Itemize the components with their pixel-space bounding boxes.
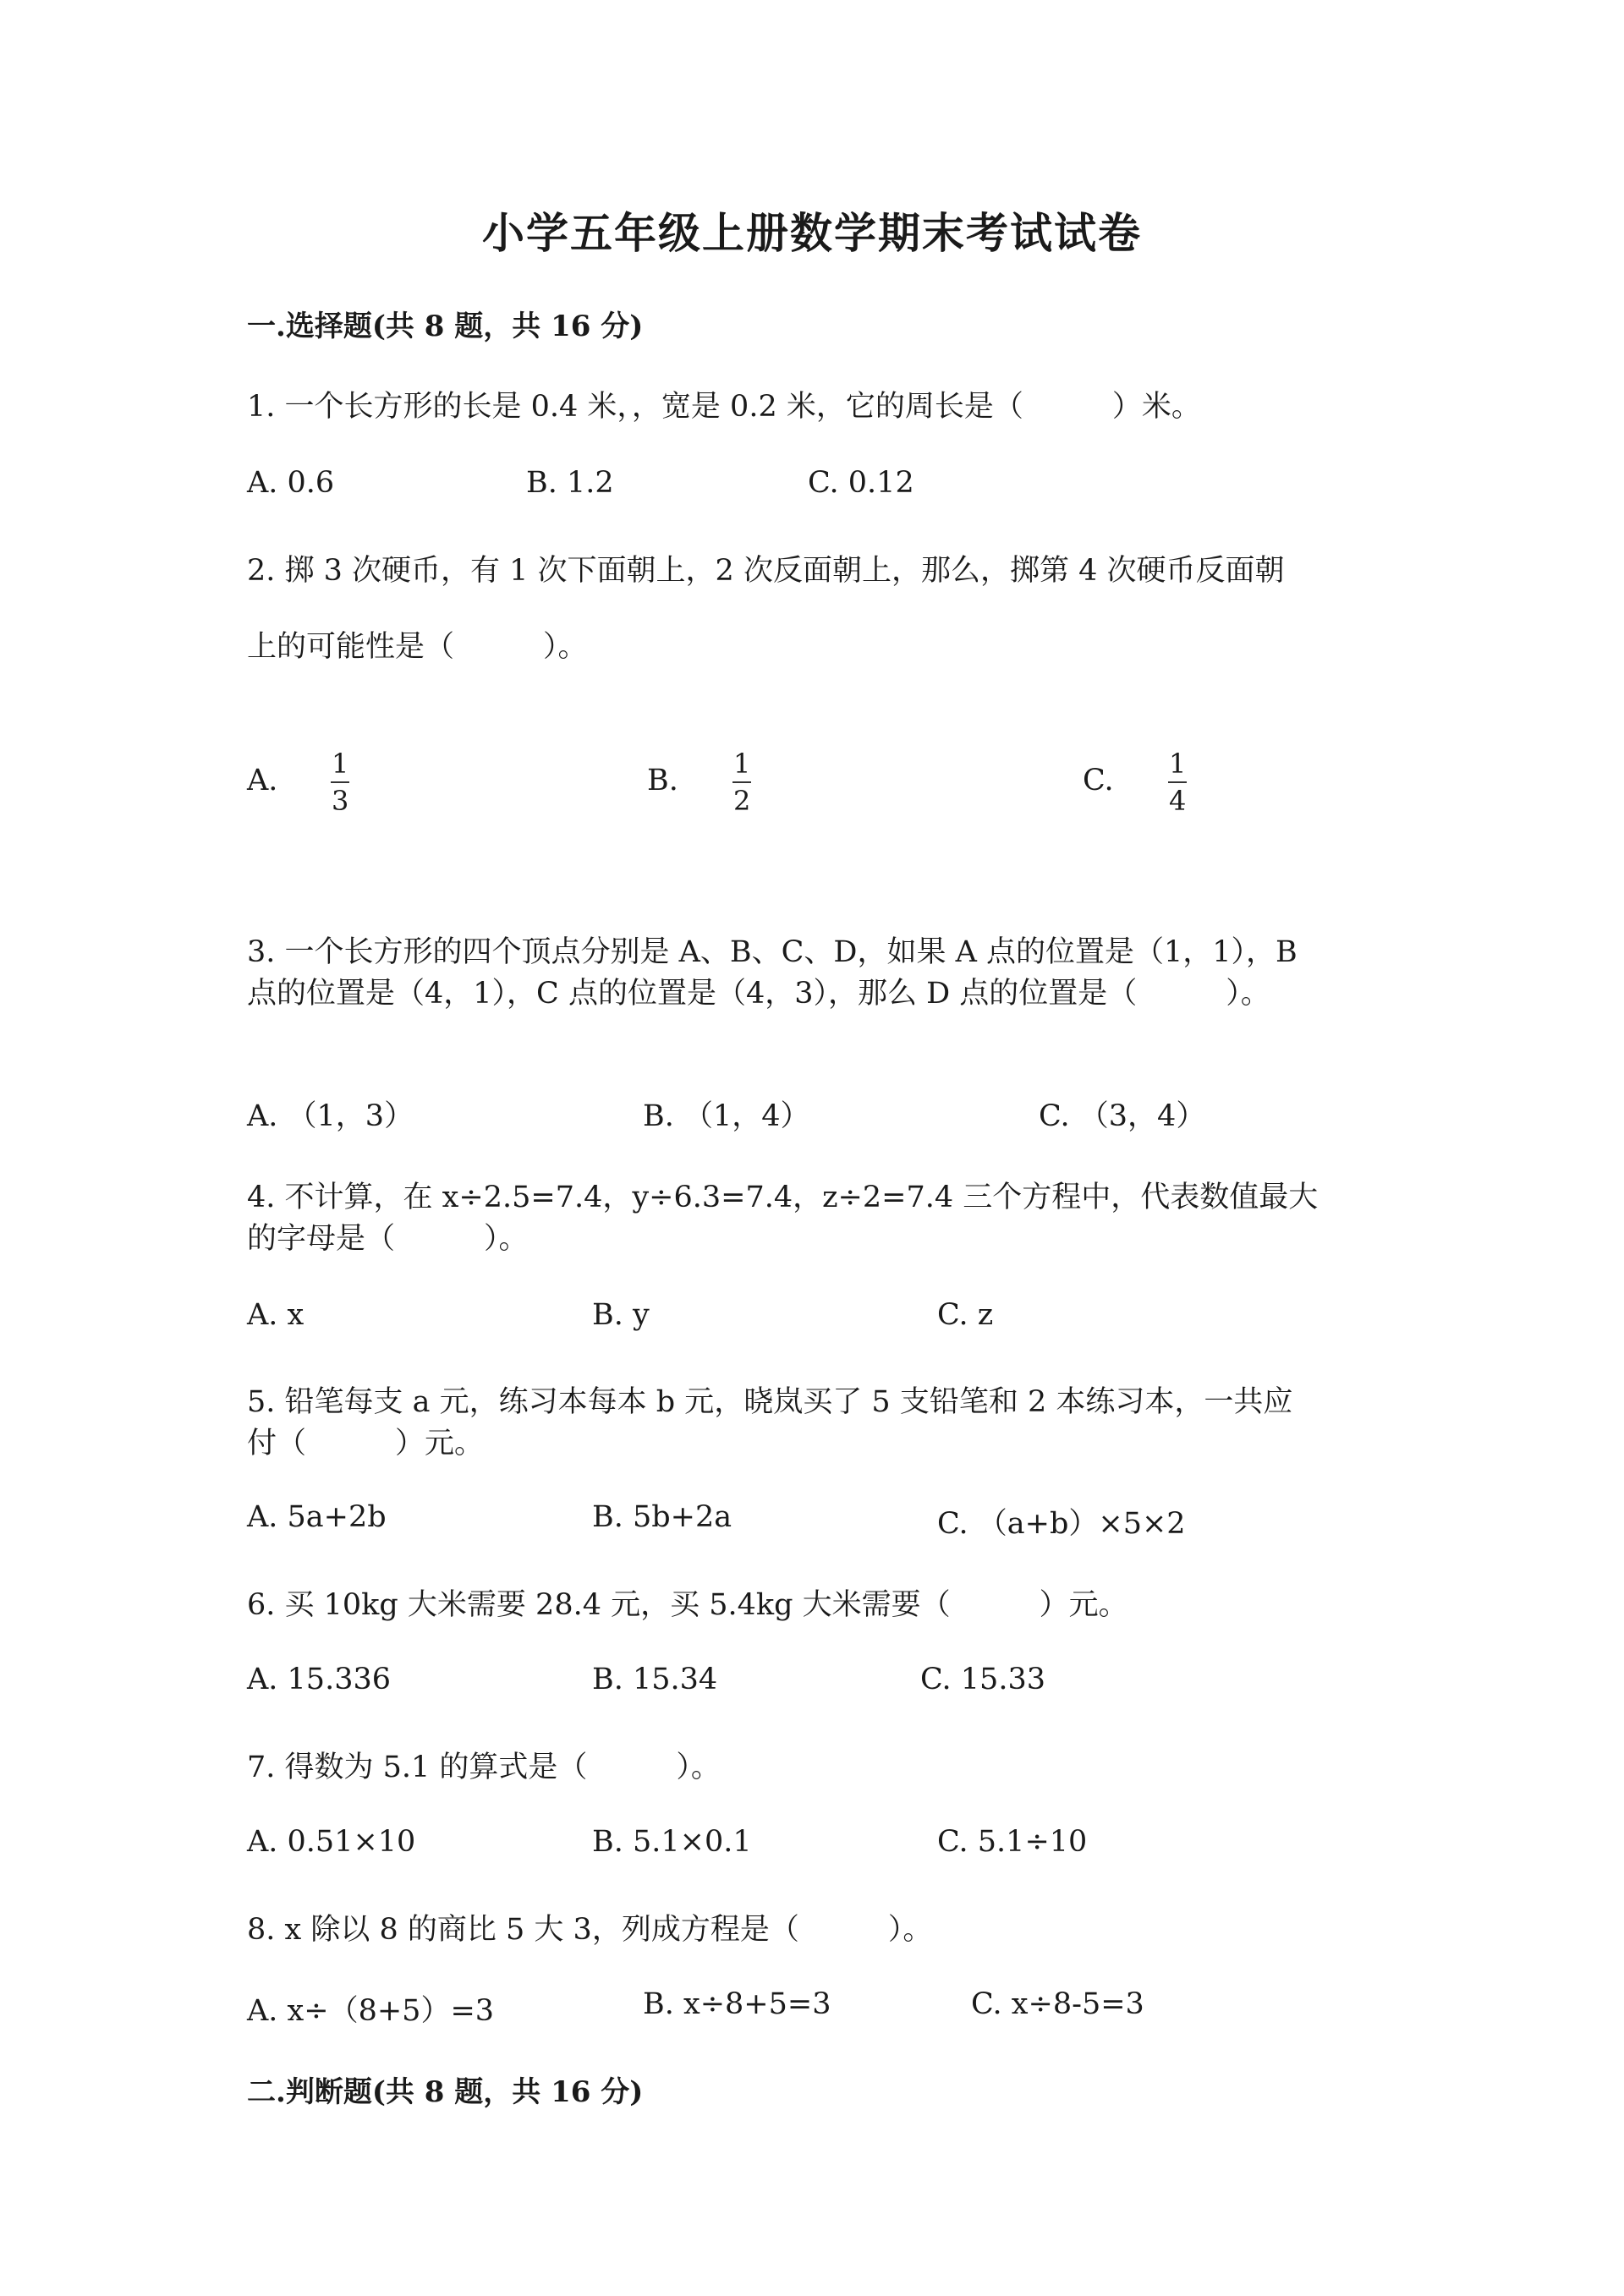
question-3-text-line-1: 3. 一个长方形的四个顶点分别是 A、B、C、D，如果 A 点的位置是（1，1），B	[247, 935, 1298, 969]
question-2-option-c-fraction	[1166, 748, 1189, 817]
question-4-text-line-1: 4. 不计算，在 x÷2.5=7.4，y÷6.3=7.4，z÷2=7.4 三个方程中，代表数值最大	[247, 1181, 1319, 1214]
fraction-denominator: 2	[733, 785, 751, 817]
question-3-option-a: A. （1，3）	[247, 1099, 414, 1133]
question-7-option-b: B. 5.1×0.1	[592, 1825, 752, 1859]
section-heading-judgement: 二.判断题(共 8 题，共 16 分)	[247, 2075, 644, 2109]
question-3-option-c: C. （3，4）	[1039, 1099, 1206, 1133]
question-6-option-c: C. 15.33	[920, 1663, 1045, 1696]
fraction-bar	[1168, 781, 1187, 783]
question-4-text-line-2: 的字母是（ ）。	[247, 1222, 529, 1256]
question-4-option-c: C. z	[937, 1298, 994, 1332]
question-3-option-b: B. （1，4）	[643, 1099, 810, 1133]
question-2-option-a-label: A.	[247, 764, 278, 797]
fraction-bar	[732, 781, 751, 783]
question-8-option-c: C. x÷8-5=3	[971, 1987, 1144, 2021]
question-2-text-line-2: 上的可能性是（ ）。	[247, 630, 588, 664]
question-1-option-c: C. 0.12	[808, 466, 914, 500]
question-5-option-b: B. 5b+2a	[592, 1500, 732, 1534]
question-8-option-a: A. x÷（8+5）=3	[247, 1994, 495, 2028]
fraction-numerator: 1	[1169, 748, 1187, 780]
question-2-option-a-fraction	[328, 748, 352, 817]
question-5-option-c: C. （a+b）×5×2	[937, 1507, 1186, 1541]
question-1-text: 1. 一个长方形的长是 0.4 米，，宽是 0.2 米，它的周长是（ ）米。	[247, 390, 1201, 424]
question-2-option-b-fraction	[730, 748, 754, 817]
question-7-option-a: A. 0.51×10	[247, 1825, 416, 1859]
question-8-text: 8. x 除以 8 的商比 5 大 3，列成方程是（ ）。	[247, 1913, 933, 1947]
question-3-text-line-2: 点的位置是（4，1），C 点的位置是（4，3），那么 D 点的位置是（ ）。	[247, 977, 1270, 1011]
fraction-denominator: 3	[332, 785, 349, 817]
question-2-option-c-label: C.	[1083, 764, 1114, 797]
fraction-numerator: 1	[733, 748, 751, 780]
question-5-text-line-1: 5. 铅笔每支 a 元，练习本每本 b 元，晓岚买了 5 支铅笔和 2 本练习本，一共应	[247, 1385, 1293, 1419]
question-1-option-a: A. 0.6	[247, 466, 335, 500]
section-heading-choice: 一.选择题(共 8 题，共 16 分)	[247, 310, 644, 343]
question-8-option-b: B. x÷8+5=3	[643, 1987, 831, 2021]
question-2-text-line-1: 2. 掷 3 次硬币，有 1 次下面朝上，2 次反面朝上，那么，掷第 4 次硬币反面朝	[247, 554, 1285, 588]
fraction-numerator: 1	[332, 748, 349, 780]
question-2-option-b-label: B.	[647, 764, 678, 797]
question-5-text-line-2: 付（ ）元。	[247, 1427, 485, 1460]
question-7-text: 7. 得数为 5.1 的算式是（ ）。	[247, 1751, 721, 1784]
page-title: 小学五年级上册数学期末考试试卷	[482, 208, 1142, 258]
question-5-option-a: A. 5a+2b	[247, 1500, 387, 1534]
question-6-text: 6. 买 10kg 大米需要 28.4 元，买 5.4kg 大米需要（ ）元。	[247, 1588, 1128, 1622]
question-6-option-a: A. 15.336	[247, 1663, 391, 1696]
fraction-bar	[331, 781, 349, 783]
fraction-denominator: 4	[1169, 785, 1187, 817]
question-1-option-b: B. 1.2	[526, 466, 614, 500]
question-4-option-b: B. y	[592, 1298, 650, 1332]
question-4-option-a: A. x	[247, 1298, 304, 1332]
question-6-option-b: B. 15.34	[592, 1663, 718, 1696]
question-7-option-c: C. 5.1÷10	[937, 1825, 1088, 1859]
